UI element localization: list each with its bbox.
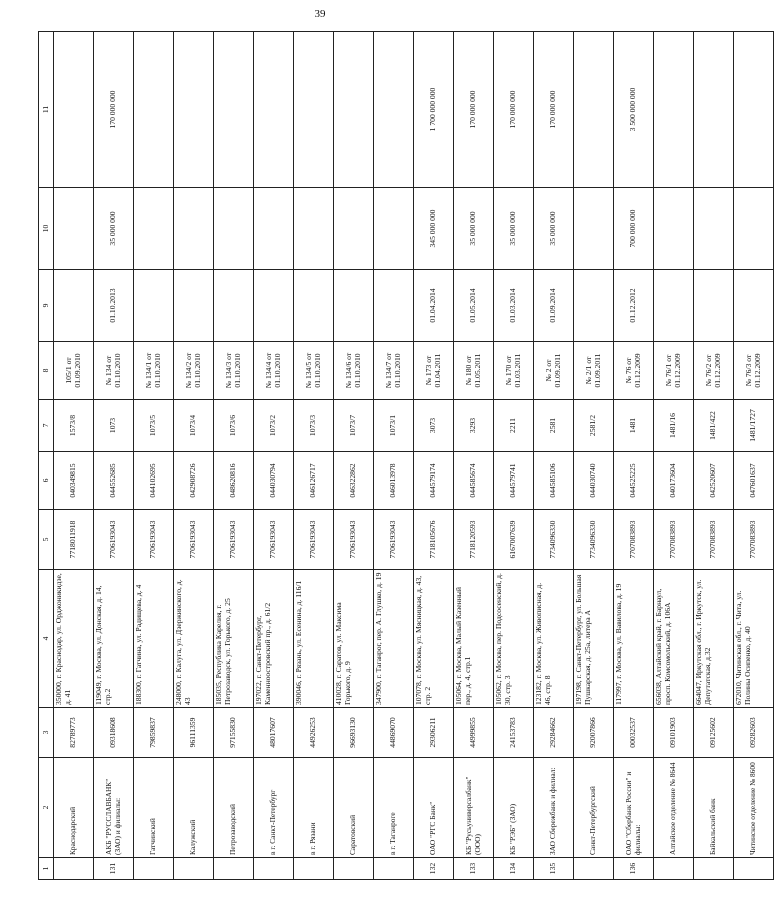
cell-valid-until: 01.09.2014 <box>534 270 574 342</box>
cell-bank-name: ЗАО Сбережбанк и филиал: <box>534 758 574 858</box>
cell-row-number <box>214 858 254 880</box>
cell-bik: 044579741 <box>494 452 534 510</box>
cell-amount-2 <box>294 32 334 188</box>
cell-bik: 040173604 <box>654 452 694 510</box>
cell-amount-1 <box>214 188 254 270</box>
cell-bik: 044030740 <box>574 452 614 510</box>
cell-inn: 7706193043 <box>134 510 174 570</box>
cell-amount-1 <box>334 188 374 270</box>
cell-okpo-code: 92007866 <box>574 708 614 758</box>
cell-row-number <box>54 858 94 880</box>
cell-certificate: № 180 от 01.05.2011 <box>454 342 494 400</box>
cell-amount-1 <box>294 188 334 270</box>
cell-amount-2 <box>254 32 294 188</box>
cell-valid-until <box>294 270 334 342</box>
cell-valid-until <box>574 270 614 342</box>
cell-bik: 044579174 <box>414 452 454 510</box>
cell-reg-number: 1481/16 <box>654 400 694 452</box>
cell-row-number <box>654 858 694 880</box>
cell-row-number <box>174 858 214 880</box>
cell-amount-2: 3 500 000 000 <box>614 32 654 188</box>
cell-amount-2 <box>334 32 374 188</box>
cell-inn: 7707083893 <box>654 510 694 570</box>
table-row <box>454 32 494 880</box>
cell-inn: 7706193043 <box>174 510 214 570</box>
cell-inn: 7707083893 <box>694 510 734 570</box>
column-header: 7 <box>39 400 54 452</box>
cell-amount-1 <box>694 188 734 270</box>
cell-reg-number: 1073/6 <box>214 400 254 452</box>
cell-okpo-code: 96111359 <box>174 708 214 758</box>
cell-amount-2: 170 000 000 <box>494 32 534 188</box>
cell-okpo-code: 82789773 <box>54 708 94 758</box>
column-header: 2 <box>39 758 54 858</box>
cell-bik: 046126717 <box>294 452 334 510</box>
cell-bank-name: Петрозаводский <box>214 758 254 858</box>
cell-inn: 7706193043 <box>374 510 414 570</box>
cell-amount-2 <box>694 32 734 188</box>
cell-valid-until <box>254 270 294 342</box>
cell-row-number <box>574 858 614 880</box>
cell-amount-2 <box>174 32 214 188</box>
cell-amount-1: 35 000 000 <box>534 188 574 270</box>
cell-inn: 7707083893 <box>734 510 774 570</box>
cell-certificate: № 76 от 01.12.2009 <box>614 342 654 400</box>
cell-bik: 047601637 <box>734 452 774 510</box>
cell-bank-name: Калужский <box>174 758 214 858</box>
cell-bank-name: в г. Таганроге <box>374 758 414 858</box>
cell-certificate: № 134/3 от 01.10.2010 <box>214 342 254 400</box>
cell-certificate: № 173 от 01.04.2011 <box>414 342 454 400</box>
cell-address: 188300, г. Гатчина, ул. Радищева, д. 4 <box>134 570 174 708</box>
table-row <box>414 32 454 880</box>
cell-bik: 048620816 <box>214 452 254 510</box>
cell-valid-until: 01.03.2014 <box>494 270 534 342</box>
cell-reg-number: 1481/422 <box>694 400 734 452</box>
cell-bik: 044552685 <box>94 452 134 510</box>
cell-row-number: 135 <box>534 858 574 880</box>
cell-amount-2 <box>734 32 774 188</box>
table-row <box>574 32 614 880</box>
cell-certificate: № 76/3 от 01.12.2009 <box>734 342 774 400</box>
cell-amount-1 <box>734 188 774 270</box>
cell-row-number <box>734 858 774 880</box>
table-row <box>694 32 734 880</box>
column-header: 4 <box>39 570 54 708</box>
cell-address: 656038, Алтайский край, г. Барнаул, просп. Комсомольский, д. 106А <box>654 570 694 708</box>
cell-okpo-code: 48017607 <box>254 708 294 758</box>
cell-row-number <box>294 858 334 880</box>
cell-reg-number: 3073 <box>414 400 454 452</box>
cell-okpo-code: 44999855 <box>454 708 494 758</box>
cell-amount-2: 170 000 000 <box>94 32 134 188</box>
column-header: 9 <box>39 270 54 342</box>
cell-inn: 7706193043 <box>334 510 374 570</box>
cell-certificate: № 134/2 от 01.10.2010 <box>174 342 214 400</box>
cell-okpo-code: 09282603 <box>734 708 774 758</box>
cell-reg-number: 1073/2 <box>254 400 294 452</box>
cell-bank-name: КБ "РЭБ" (ЗАО) <box>494 758 534 858</box>
cell-reg-number: 2581 <box>534 400 574 452</box>
cell-reg-number: 1073/5 <box>134 400 174 452</box>
table-row <box>214 32 254 880</box>
table-body <box>54 32 774 880</box>
cell-inn: 7706193043 <box>254 510 294 570</box>
column-header: 5 <box>39 510 54 570</box>
cell-bank-name: ОАО "Сбербанк России" и филиалы: <box>614 758 654 858</box>
cell-valid-until <box>54 270 94 342</box>
cell-valid-until <box>134 270 174 342</box>
cell-bank-name: АКБ "РУССЛАВБАНК" (ЗАО) и филиалы: <box>94 758 134 858</box>
cell-amount-1: 35 000 000 <box>494 188 534 270</box>
cell-amount-2 <box>54 32 94 188</box>
table-row <box>374 32 414 880</box>
cell-bank-name: Краснодарский <box>54 758 94 858</box>
cell-row-number: 134 <box>494 858 534 880</box>
cell-inn: 7734096330 <box>534 510 574 570</box>
cell-row-number <box>694 858 734 880</box>
cell-row-number <box>374 858 414 880</box>
column-header: 6 <box>39 452 54 510</box>
cell-certificate: № 170 от 01.03.2011 <box>494 342 534 400</box>
cell-certificate: № 2 от 01.09.2011 <box>534 342 574 400</box>
cell-inn: 7706193043 <box>214 510 254 570</box>
cell-certificate: № 134/4 от 01.10.2010 <box>254 342 294 400</box>
cell-inn: 6167007639 <box>494 510 534 570</box>
cell-inn: 7706193043 <box>294 510 334 570</box>
cell-bank-name: Санкт-Петербургский <box>574 758 614 858</box>
cell-address: 197198, г. Санкт-Петербург, ул. Большая Пушкарская, д. 25а, литера А <box>574 570 614 708</box>
cell-amount-1 <box>134 188 174 270</box>
cell-reg-number: 1073 <box>94 400 134 452</box>
cell-row-number <box>334 858 374 880</box>
page-number: 39 <box>314 8 326 20</box>
cell-row-number: 131 <box>94 858 134 880</box>
cell-certificate: № 76/1 от 01.12.2009 <box>654 342 694 400</box>
cell-certificate: № 134/5 от 01.10.2010 <box>294 342 334 400</box>
table-row <box>134 32 174 880</box>
cell-bank-name: Саратовский <box>334 758 374 858</box>
table-row <box>494 32 534 880</box>
cell-reg-number: 1481 <box>614 400 654 452</box>
cell-certificate: № 134/1 от 01.10.2010 <box>134 342 174 400</box>
cell-valid-until <box>374 270 414 342</box>
cell-okpo-code: 09101903 <box>654 708 694 758</box>
cell-reg-number: 3293 <box>454 400 494 452</box>
cell-row-number <box>134 858 174 880</box>
cell-valid-until: 01.05.2014 <box>454 270 494 342</box>
cell-bank-name: в г. Рязани <box>294 758 334 858</box>
cell-bik: 046322862 <box>334 452 374 510</box>
rotated-page-wrapper <box>38 32 762 880</box>
cell-valid-until <box>734 270 774 342</box>
cell-address: 664047, Иркутская обл., г. Иркутск, ул. Депутатская, д.32 <box>694 570 734 708</box>
cell-amount-2 <box>134 32 174 188</box>
column-header: 3 <box>39 708 54 758</box>
column-header: 10 <box>39 188 54 270</box>
cell-reg-number: 1073/4 <box>174 400 214 452</box>
column-number-row <box>39 32 54 880</box>
cell-amount-2: 170 000 000 <box>454 32 494 188</box>
cell-valid-until <box>174 270 214 342</box>
cell-address: 248000, г. Калуга, ул. Дзержинского, д. 43 <box>174 570 214 708</box>
cell-address: 123182, г. Москва, ул. Живописная, д. 46, стр. 8 <box>534 570 574 708</box>
cell-amount-1: 35 000 000 <box>454 188 494 270</box>
column-header: 1 <box>39 858 54 880</box>
cell-inn: 7718105676 <box>414 510 454 570</box>
cell-amount-2: 170 000 000 <box>534 32 574 188</box>
cell-address: 350000, г. Краснодар, ул. Орджоникидзе, д. 41 <box>54 570 94 708</box>
cell-row-number: 133 <box>454 858 494 880</box>
cell-address: 119049, г. Москва, ул. Донская, д. 14, стр.2 <box>94 570 134 708</box>
column-header: 8 <box>39 342 54 400</box>
cell-amount-1 <box>374 188 414 270</box>
cell-bank-name: Байкальский банк <box>694 758 734 858</box>
cell-valid-until <box>694 270 734 342</box>
cell-amount-2 <box>214 32 254 188</box>
cell-bik: 044585674 <box>454 452 494 510</box>
cell-amount-1: 35 000 000 <box>94 188 134 270</box>
cell-bank-name: КБ "Русьуниверсалбанк" (ООО) <box>454 758 494 858</box>
cell-bik: 044030794 <box>254 452 294 510</box>
cell-bik: 042520607 <box>694 452 734 510</box>
cell-okpo-code: 97155830 <box>214 708 254 758</box>
cell-address: 117997, г. Москва, ул. Вавилова, д. 19 <box>614 570 654 708</box>
cell-amount-1 <box>574 188 614 270</box>
cell-inn: 7734096330 <box>574 510 614 570</box>
cell-okpo-code: 29284662 <box>534 708 574 758</box>
cell-bik: 040349815 <box>54 452 94 510</box>
cell-inn: 7707083893 <box>614 510 654 570</box>
table-row <box>734 32 774 880</box>
table-row <box>294 32 334 880</box>
cell-certificate: № 134/6 от 01.10.2010 <box>334 342 374 400</box>
cell-address: 105064, г. Москва, Малый Казенный пер., д. 4, стр.1 <box>454 570 494 708</box>
table-row <box>94 32 134 880</box>
cell-reg-number: 2211 <box>494 400 534 452</box>
cell-reg-number: 1481/1727 <box>734 400 774 452</box>
cell-amount-1 <box>174 188 214 270</box>
cell-reg-number: 1573/8 <box>54 400 94 452</box>
cell-certificate: № 76/2 от 01.12.2009 <box>694 342 734 400</box>
cell-certificate: № 2/1 от 01.09.2011 <box>574 342 614 400</box>
cell-certificate: № 134 от 01.10.2010 <box>94 342 134 400</box>
cell-okpo-code: 09318608 <box>94 708 134 758</box>
cell-bik: 042908726 <box>174 452 214 510</box>
cell-bank-name: Гатчинский <box>134 758 174 858</box>
table-row <box>254 32 294 880</box>
rotated-table-container <box>38 32 762 880</box>
table-row <box>614 32 654 880</box>
cell-bank-name: в г. Санкт-Петербург <box>254 758 294 858</box>
cell-address: 197022, г. Санкт-Петербург, Каменноостровский пр., д. 61/2 <box>254 570 294 708</box>
cell-bik: 046013978 <box>374 452 414 510</box>
cell-reg-number: 1073/1 <box>374 400 414 452</box>
cell-valid-until: 01.12.2012 <box>614 270 654 342</box>
cell-address: 390046, г. Рязань, ул. Есенина, д. 116/1 <box>294 570 334 708</box>
column-header: 11 <box>39 32 54 188</box>
cell-amount-2 <box>374 32 414 188</box>
cell-inn: 7718120593 <box>454 510 494 570</box>
cell-reg-number: 1073/7 <box>334 400 374 452</box>
cell-amount-1 <box>654 188 694 270</box>
cell-okpo-code: 79859837 <box>134 708 174 758</box>
cell-address: 672010, Читинская обл., г. Чита, ул. Полины Осипенко, д. 40 <box>734 570 774 708</box>
table-row <box>534 32 574 880</box>
cell-address: 107078, г. Москва, ул. Мясницкая, д. 43, стр. 2 <box>414 570 454 708</box>
registry-table <box>38 31 774 880</box>
cell-inn: 7706193043 <box>94 510 134 570</box>
cell-amount-2 <box>654 32 694 188</box>
cell-certificate: 105/1 от 01.09.2010 <box>54 342 94 400</box>
cell-certificate: № 134/7 от 01.10.2010 <box>374 342 414 400</box>
cell-row-number: 132 <box>414 858 454 880</box>
cell-valid-until <box>334 270 374 342</box>
cell-bank-name: ОАО "РГС Банк" <box>414 758 454 858</box>
cell-okpo-code: 24153783 <box>494 708 534 758</box>
cell-bik: 044102695 <box>134 452 174 510</box>
cell-address: 105062, г. Москва, пер. Подсосенский, д. 30, стр. 3 <box>494 570 534 708</box>
cell-reg-number: 1073/3 <box>294 400 334 452</box>
cell-reg-number: 2581/2 <box>574 400 614 452</box>
cell-okpo-code: 09125602 <box>694 708 734 758</box>
table-row <box>174 32 214 880</box>
cell-bik: 044585106 <box>534 452 574 510</box>
cell-amount-1: 700 000 000 <box>614 188 654 270</box>
cell-okpo-code: 44869070 <box>374 708 414 758</box>
cell-row-number: 136 <box>614 858 654 880</box>
table-row <box>334 32 374 880</box>
table-row <box>654 32 694 880</box>
cell-amount-1: 345 000 000 <box>414 188 454 270</box>
cell-okpo-code: 00032537 <box>614 708 654 758</box>
cell-address: 185035, Республика Карелия, г. Петрозаводск, ул. Горького, д. 25 <box>214 570 254 708</box>
cell-amount-2: 1 700 000 000 <box>414 32 454 188</box>
cell-amount-1 <box>254 188 294 270</box>
table-row <box>54 32 94 880</box>
cell-okpo-code: 44926253 <box>294 708 334 758</box>
cell-inn: 7718011918 <box>54 510 94 570</box>
cell-row-number <box>254 858 294 880</box>
cell-address: 410028, г. Саратов, ул. Максима Горького, д. 9 <box>334 570 374 708</box>
cell-amount-2 <box>574 32 614 188</box>
cell-bank-name: Алтайское отделение № 8644 <box>654 758 694 858</box>
cell-address: 347900, г. Таганрог, пер. А. Глушко, д. 19 <box>374 570 414 708</box>
cell-amount-1 <box>54 188 94 270</box>
cell-valid-until: 01.04.2014 <box>414 270 454 342</box>
cell-valid-until <box>654 270 694 342</box>
cell-valid-until: 01.10.2013 <box>94 270 134 342</box>
cell-okpo-code: 96693130 <box>334 708 374 758</box>
cell-bank-name: Читинское отделение № 8600 <box>734 758 774 858</box>
cell-okpo-code: 29306211 <box>414 708 454 758</box>
cell-bik: 044525225 <box>614 452 654 510</box>
cell-valid-until <box>214 270 254 342</box>
